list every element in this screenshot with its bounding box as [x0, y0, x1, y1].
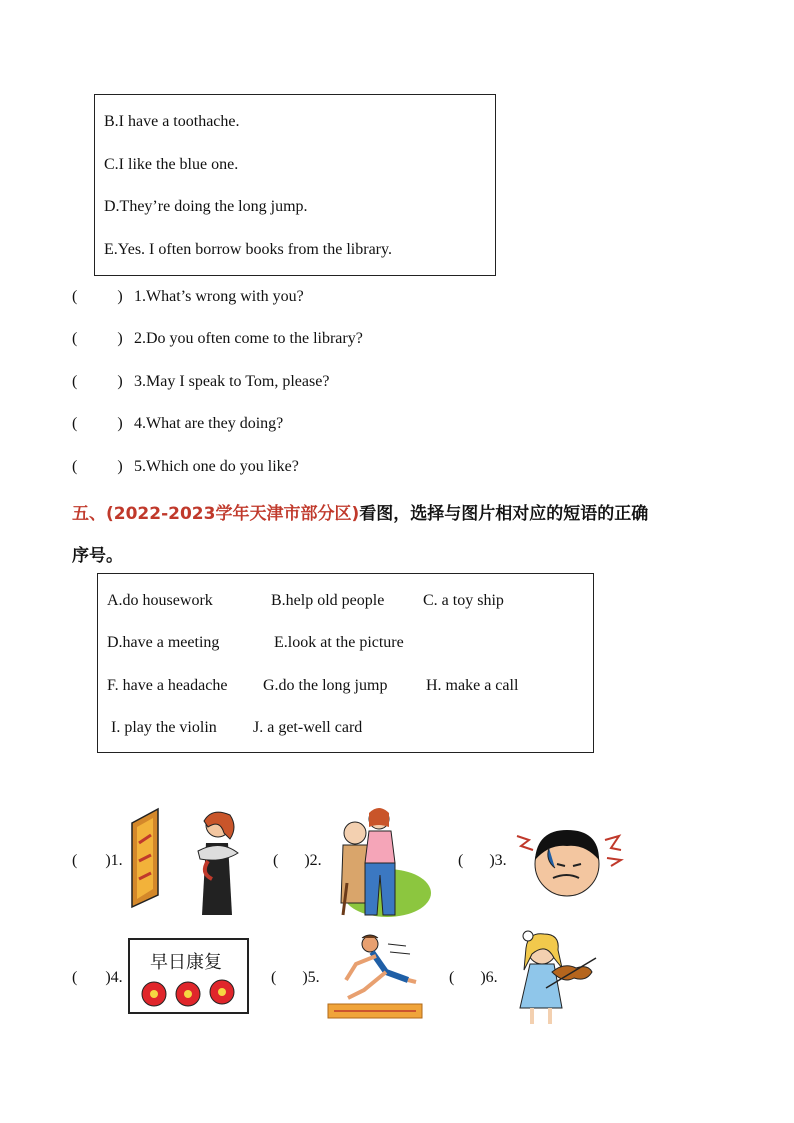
picture-label-5[interactable]: ( )5.: [271, 969, 320, 986]
option-b: B.help old people: [271, 592, 385, 609]
option-g: G.do the long jump: [263, 677, 388, 694]
answer-blank-1[interactable]: ( ): [72, 288, 123, 305]
option-d: D.They’re doing the long jump.: [104, 198, 308, 215]
question-text: 5.Which one do you like?: [134, 458, 299, 475]
answer-blank-2[interactable]: ( ): [72, 330, 123, 347]
answer-blank-5[interactable]: ( ): [72, 458, 123, 475]
question-text: 2.Do you often come to the library?: [134, 330, 363, 347]
question-1: [72, 288, 304, 306]
picture-help-old-people: [325, 803, 431, 917]
option-c: C. a toy ship: [423, 592, 504, 609]
picture-label-3[interactable]: ( )3.: [458, 852, 507, 869]
question-text: 1.What’s wrong with you?: [134, 288, 304, 305]
card-text: 早日康复: [150, 952, 222, 973]
option-d: D.have a meeting: [107, 634, 220, 651]
option-b: B.I have a toothache.: [104, 113, 240, 130]
picture-look-at-picture: [128, 803, 248, 919]
question-text: 3.May I speak to Tom, please?: [134, 373, 330, 390]
question-3: [72, 373, 329, 391]
question-text: 4.What are they doing?: [134, 415, 284, 432]
option-a: A.do housework: [107, 592, 213, 609]
options-box-2: [97, 573, 594, 753]
option-j: J. a get-well card: [253, 719, 363, 736]
options-box-1: [94, 94, 496, 276]
picture-have-a-headache: [515, 816, 623, 904]
flower-icons: [138, 976, 242, 1010]
section-5-title: [72, 499, 648, 524]
option-e: E.Yes. I often borrow books from the library.: [104, 241, 392, 258]
picture-label-6[interactable]: ( )6.: [449, 969, 498, 986]
answer-blank-3[interactable]: ( ): [72, 373, 123, 390]
picture-get-well-card: [128, 938, 249, 1014]
picture-label-1[interactable]: ( )1.: [72, 852, 123, 869]
section-5-title-line2: 序号。: [72, 546, 123, 566]
answer-blank-4[interactable]: ( ): [72, 415, 123, 432]
picture-label-2[interactable]: ( )2.: [273, 852, 322, 869]
question-2: [72, 330, 363, 348]
option-e: E.look at the picture: [274, 634, 404, 651]
option-f: F. have a headache: [107, 677, 228, 694]
picture-play-the-violin: [506, 928, 598, 1028]
picture-label-4[interactable]: ( )4.: [72, 969, 123, 986]
section-5-source: 五、(2022-2023学年天津市部分区): [72, 504, 360, 524]
question-4: [72, 415, 283, 433]
option-i: I. play the violin: [111, 719, 217, 736]
question-5: [72, 458, 299, 476]
section-5-instruction: 看图，选择与图片相对应的短语的正确: [359, 504, 649, 524]
option-c: C.I like the blue one.: [104, 156, 239, 173]
picture-do-the-long-jump: [326, 932, 424, 1022]
option-h: H. make a call: [426, 677, 519, 694]
